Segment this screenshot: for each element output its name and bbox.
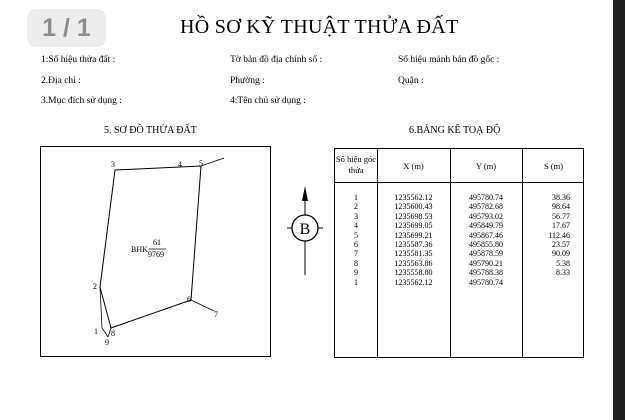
cell-point: 1 [354, 277, 358, 287]
compass-letter: B [299, 221, 311, 238]
parcel-label: BHK [131, 245, 148, 254]
point-label-2: 2 [93, 282, 97, 291]
cell-y: 495878.59 [469, 249, 503, 259]
cell-y: 495793.02 [469, 211, 503, 221]
field-original-map-number: Số hiệu mảnh bản đồ gốc : [398, 55, 500, 65]
cell-s: 23.57 [552, 240, 570, 249]
header-y: Y (m) [475, 161, 497, 171]
cell-s: 5.38 [556, 258, 570, 268]
header-s: S (m) [543, 161, 564, 171]
cell-x: 1235558.80 [394, 268, 433, 278]
cell-s: 8.33 [556, 268, 570, 278]
cell-y: 495788.38 [469, 268, 503, 278]
table-header-divider [335, 182, 583, 183]
document-title: HỒ SƠ KỸ THUẬT THỬA ĐẤT [180, 16, 459, 38]
cell-y: 495780.74 [469, 277, 503, 287]
cell-y: 495780.74 [469, 193, 503, 202]
cell-s: 56.77 [552, 211, 570, 221]
boundary-segment-6-7 [191, 300, 214, 311]
field-owner-name: 4:Tên chủ sử dụng : [230, 96, 306, 106]
parcel-diagram [41, 147, 272, 358]
cell-y: 495790.21 [469, 258, 503, 268]
parcel-diagram-frame [40, 146, 271, 357]
coordinate-table [334, 148, 584, 358]
cell-s: 98.64 [552, 202, 570, 212]
cell-y: 495855.80 [469, 240, 503, 249]
cell-s: 90.09 [552, 249, 570, 259]
cell-point: 1 [354, 193, 358, 202]
header-point: Số hiệu góc thửa [335, 154, 377, 175]
cell-x: 1235562.12 [394, 277, 433, 287]
header-x: X (m) [403, 161, 424, 171]
compass-icon [285, 183, 325, 283]
cell-y: 495782.68 [469, 202, 503, 212]
point-label-9: 9 [105, 338, 109, 347]
field-ward: Phường : [230, 76, 265, 86]
cell-y: 495849.79 [469, 221, 503, 231]
parcel-outline [100, 166, 201, 328]
cell-y: 495867.46 [469, 230, 503, 240]
field-district: Quận : [398, 76, 424, 86]
cell-point: 7 [354, 249, 358, 259]
window-edge [613, 0, 625, 420]
cell-x: 1235699.05 [394, 221, 433, 231]
cell-x: 1235600.43 [394, 202, 433, 212]
field-map-sheet: Tờ bản đồ địa chính số : [230, 55, 323, 65]
point-label-4: 4 [178, 160, 182, 169]
boundary-extension-line [201, 158, 224, 166]
field-land-use-purpose: 3.Mục đích sử dụng : [41, 96, 122, 106]
cell-x: 1235699.21 [394, 230, 433, 240]
parcel-area: 9769 [148, 250, 164, 259]
cell-point: 2 [354, 202, 358, 212]
cell-point: 4 [354, 221, 358, 231]
field-address: 2.Địa chỉ : [41, 76, 81, 86]
cell-x: 1235581.35 [394, 249, 433, 259]
point-label-6: 6 [187, 295, 191, 304]
parcel-number: 61 [153, 238, 161, 247]
table-section-title: 6.BẢNG KÊ TOẠ ĐỘ [409, 125, 501, 136]
boundary-segment-1-9 [102, 328, 108, 337]
cell-point: 9 [354, 268, 358, 278]
point-label-8: 8 [111, 329, 115, 338]
point-label-5: 5 [199, 159, 203, 168]
cell-x: 1235562.12 [394, 193, 433, 202]
cell-point: 6 [354, 240, 358, 249]
cell-point: 3 [354, 211, 358, 221]
cell-point: 8 [354, 258, 358, 268]
diagram-section-title: 5. SƠ ĐỒ THỬA ĐẤT [104, 125, 197, 136]
point-label-1: 1 [94, 327, 98, 336]
field-parcel-number: 1:Số hiệu thửa đất : [41, 55, 116, 65]
cell-x: 1235563.86 [394, 258, 433, 268]
point-label-7: 7 [214, 310, 218, 319]
cell-s: 38.36 [552, 193, 570, 202]
page-counter-badge: 1 / 1 [27, 9, 106, 47]
cell-point: 5 [354, 230, 358, 240]
cell-s: 17.67 [552, 221, 570, 231]
cell-x: 1235698.53 [394, 211, 433, 221]
point-label-3: 3 [111, 160, 115, 169]
cell-x: 1235587.36 [394, 240, 433, 249]
cell-s: 112.46 [548, 230, 570, 240]
